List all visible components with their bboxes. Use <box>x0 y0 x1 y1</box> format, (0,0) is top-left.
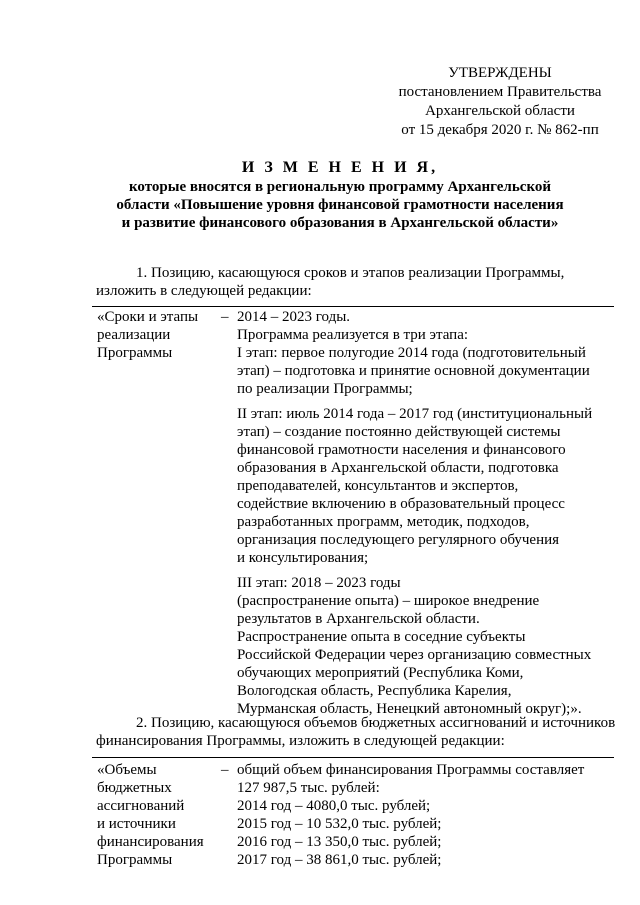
table2-top-rule <box>92 757 614 758</box>
table2-left-line: «Объемы <box>97 762 157 778</box>
table2-left-line: Программы <box>97 852 173 868</box>
heading-title: И З М Е Н Е Н И Я, <box>241 159 439 176</box>
table2-left-line: ассигнований <box>97 798 185 814</box>
table1-top-rule <box>92 306 614 307</box>
heading-line: и развитие финансового образования в Архангельской области» <box>121 215 559 231</box>
approval-title: УТВЕРЖДЕНЫ <box>448 65 552 81</box>
table1-left-line: Программы <box>97 345 173 361</box>
approval-line: постановлением Правительства <box>398 84 602 100</box>
table1-right-line: финансовой грамотности населения и финансового <box>237 442 566 458</box>
approval-line: от 15 декабря 2020 г. № 862-пп <box>401 122 599 138</box>
table1-right-line: содействие включению в образовательный процесс <box>237 496 565 512</box>
table2-right-line: 2015 год – 10 532,0 тыс. рублей; <box>237 816 442 832</box>
stage-spacer <box>237 567 615 574</box>
table1-left-line: реализации <box>97 327 171 343</box>
document-heading <box>90 158 590 232</box>
approval-block <box>380 64 620 140</box>
table1-right-line: обучающих мероприятий (Республика Коми, <box>237 665 524 681</box>
item2-line: 2. Позицию, касающуюся объемов бюджетных ассигнований и источников <box>136 715 616 731</box>
heading-line: которые вносятся в региональную программу Архангельской <box>128 179 552 195</box>
heading-line: области «Повышение уровня финансовой грамотности населения <box>116 197 564 213</box>
table2-left-line: финансирования <box>97 834 204 850</box>
item1-line: 1. Позицию, касающуюся сроков и этапов реализации Программы, <box>136 265 565 281</box>
table2-right-line: 2016 год – 13 350,0 тыс. рублей; <box>237 834 442 850</box>
stage-spacer <box>237 398 615 405</box>
table1-dash: – <box>221 309 229 325</box>
table1-right-line: преподавателей, консультантов и экспертов, <box>237 478 519 494</box>
table1-right-line: III этап: 2018 – 2023 годы <box>237 575 401 591</box>
table1-left-line: «Сроки и этапы <box>97 309 199 325</box>
table1-right-line: Российской Федерации через организацию совместных <box>237 647 592 663</box>
approval-line: Архангельской области <box>425 103 575 119</box>
table1-right-line: I этап: первое полугодие 2014 года (подготовительный <box>237 345 586 361</box>
table1-right-line: Вологодская область, Республика Карелия, <box>237 683 512 699</box>
table1-right-line: организация последующего регулярного обучения <box>237 532 560 548</box>
table2-right-line: 2014 год – 4080,0 тыс. рублей; <box>237 798 431 814</box>
table1-right-line: 2014 – 2023 годы. <box>237 309 351 325</box>
table2-left-cell <box>97 761 204 869</box>
table1-right-line: этап) – подготовка и принятие основной документации <box>237 363 590 379</box>
table1-right-line: и консультирования; <box>237 550 369 566</box>
table1-right-line: (распространение опыта) – широкое внедрение <box>237 593 540 609</box>
table1-right-line: этап) – создание постоянно действующей системы <box>237 424 561 440</box>
table2-left-line: бюджетных <box>97 780 172 796</box>
table2-right-line: 127 987,5 тыс. рублей: <box>237 780 380 796</box>
item2-line: финансирования Программы, изложить в следующей редакции: <box>96 733 505 749</box>
table1-left-cell <box>97 308 198 362</box>
table1-right-cell <box>237 308 615 718</box>
table1-right-line: Распространение опыта в соседние субъекты <box>237 629 526 645</box>
item2-paragraph <box>96 714 616 750</box>
table2-left-line: и источники <box>97 816 176 832</box>
table2-right-line: общий объем финансирования Программы составляет <box>237 762 585 778</box>
table1-right-line: по реализации Программы; <box>237 381 413 397</box>
table1-right-line: результатов в Архангельской области. <box>237 611 480 627</box>
table1-right-line: Программа реализуется в три этапа: <box>237 327 469 343</box>
table2-right-cell <box>237 761 615 869</box>
table1-right-line: II этап: июль 2014 года – 2017 год (институциональный <box>237 406 593 422</box>
table2-right-line: 2017 год – 38 861,0 тыс. рублей; <box>237 852 442 868</box>
item1-line: изложить в следующей редакции: <box>96 283 312 299</box>
item1-paragraph <box>96 264 616 300</box>
table2-dash: – <box>221 762 229 778</box>
table1-right-line: Мурманская область, Ненецкий автономный округ);». <box>237 701 582 717</box>
table1-right-line: образования в Архангельской области, подготовка <box>237 460 559 476</box>
table1-right-line: разработанных программ, методик, подходов, <box>237 514 530 530</box>
